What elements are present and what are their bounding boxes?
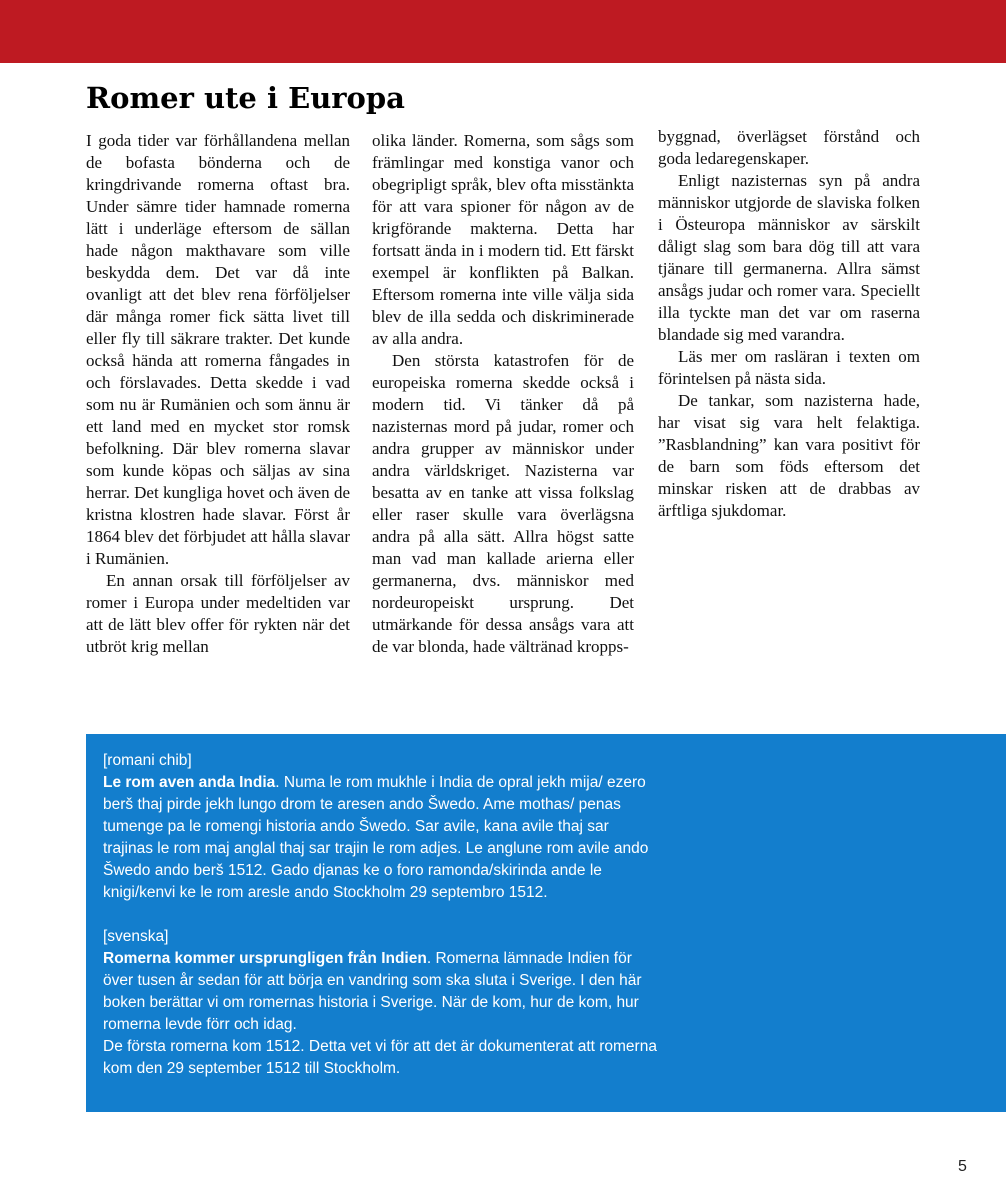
svenska-text — [103, 948, 663, 1036]
text-column-3 — [658, 126, 920, 522]
text-column-2 — [372, 130, 634, 658]
romani-heading: Le rom aven anda India — [103, 774, 276, 791]
romani-text — [103, 772, 663, 904]
paragraph-6: De tankar, som nazisterna hade, har visat sig vara helt felaktiga. ”Rasblandning” kan vara positivt för de barn som föds eftersom det minskar risken att de drabbas av ärftliga sjukdomar. — [658, 391, 920, 520]
paragraph-1: I goda tider var förhållandena mellan de bofasta bönderna och de kringdrivande romerna oftast bra. Under sämre tider hamnade romerna lätt i underläge eftersom de sällan hade någon makthavare som ville beskydda dem. Det var då inte ovanligt att det blev rena förföljelser där många romer fick sätta livet till eller fly till säkrare trakter. Det kunde också hända att romerna fångades in och förslavades. Detta skedde i vad som nu är Rumänien och som ännu är ett land med en mycket stor romsk befolkning. Där blev romerna slavar som kunde köpas och säljas av sina herrar. Det kungliga hovet och även de kristna klostren hade slavar. Först år 1864 blev det förbjudet att hålla slavar i Rumänien. — [86, 131, 350, 568]
paragraph-2-start: En annan orsak till förföljelser av romer i Europa under medeltiden var att de lätt blev offer för rykten när det utbröt krig mellan — [86, 571, 350, 656]
paragraph-3-start: Den största katastrofen för de europeiska romerna skedde också i modern tid. Vi tänker då på nazisternas mord på judar, romer och andra grupper av människor under andra världskriget. Nazisterna var besatta av en tanke att vissa folkslag eller raser skulle vara överlägsna andra på alla sätt. Allra högst satte man vad man kallade arierna eller germanerna, dvs. människor med nordeuropeiskt ursprung. Det utmärkande för dessa ansågs vara att de var blonda, hade vältränad kropps- — [372, 351, 634, 656]
romani-tag: [romani chib] — [103, 752, 192, 769]
romani-body: . Numa le rom mukhle i India de opral jekh mija/ ezero berš thaj pirde jekh lungo drom te aresen ando Šwedo. Ame mothas/ penas tumenge pa le romengi historia ando Šwedo. Sar avile, kana avile thaj sar trajinas le rom maj anglal thaj sar trajin le rom adjes. Le anglune rom avile ando Šwedo ando berš 1512. Gado djanas ke o foro ramonda/skirinda ande le knigi/kenvi ke le rom aresle ando Stockholm 29 septembro 1512. — [103, 774, 649, 901]
page-number: 5 — [958, 1158, 967, 1175]
svenska-tag: [svenska] — [103, 928, 169, 945]
text-column-1 — [86, 130, 350, 658]
svenska-body: . Romerna lämnade Indien för över tusen år sedan för att börja en vandring som ska sluta i Sverige. I den här boken berättar vi om romernas historia i Sverige. När de kom, hur de kom, hur romerna levde förr och idag. — [103, 950, 642, 1033]
language-infobox — [86, 734, 1006, 1112]
paragraph-5: Läs mer om rasläran i texten om förintelsen på nästa sida. — [658, 347, 920, 388]
paragraph-2-cont: olika länder. Romerna, som sågs som främlingar med konstiga vanor och obegripligt språk, blev ofta misstänkta för att vara spioner för någon av de krigförande makterna. Detta har fortsatt ända in i modern tid. Ett färskt exempel är konflikten på Balkan. Eftersom romerna inte ville välja sida blev de illa sedda och diskriminerade av alla andra. — [372, 131, 634, 348]
svenska-heading: Romerna kommer ursprungligen från Indien — [103, 950, 427, 967]
paragraph-3-cont: byggnad, överlägset förstånd och goda ledaregenskaper. — [658, 127, 920, 168]
header-bar — [0, 0, 1006, 63]
page-title: Romer ute i Europa — [86, 81, 405, 115]
svenska-body-2: De första romerna kom 1512. Detta vet vi för att det är dokumenterat att romerna kom den 29 september 1512 till Stockholm. — [103, 1038, 657, 1077]
paragraph-4: Enligt nazisternas syn på andra människor utgjorde de slaviska folken i Östeuropa människor av särskilt dåligt slag som bara dög till att vara tjänare till germanerna. Allra sämst ansågs judar och romer vara. Speciellt illa tyckte man det var om raserna blandade sig med varandra. — [658, 171, 920, 344]
